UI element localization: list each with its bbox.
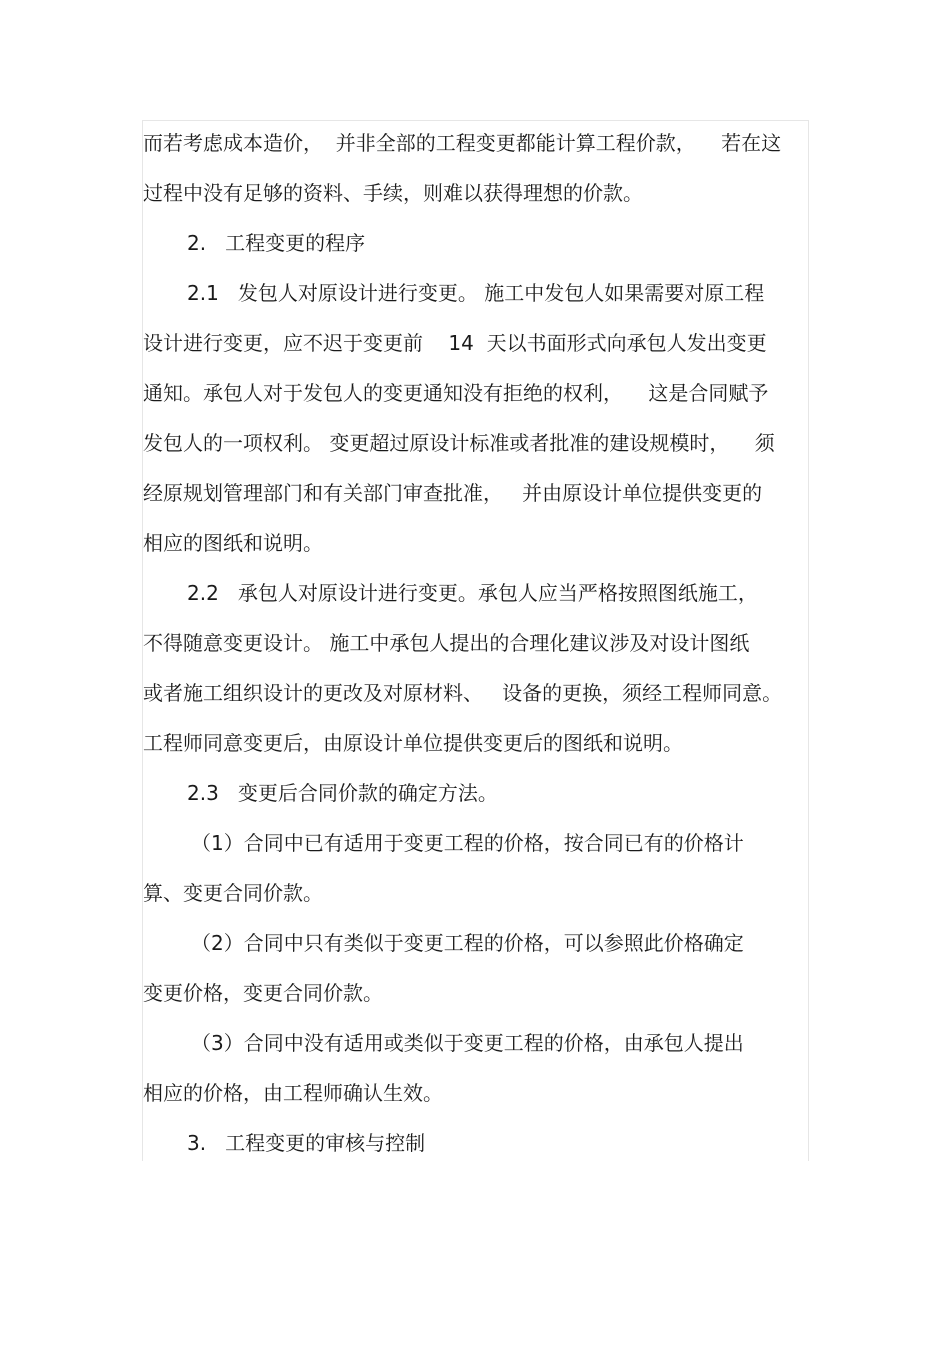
paragraph-line: 通知。承包人对于发包人的变更通知没有拒绝的权利， 这是合同赋予 xyxy=(143,381,769,405)
document-body xyxy=(143,118,808,1168)
paragraph-line: 发包人的一项权利。 变更超过原设计标准或者批准的建设规模时， 须 xyxy=(143,431,775,455)
list-item: （3）合同中没有适用或类似于变更工程的价格，由承包人提出 xyxy=(191,1031,744,1055)
paragraph-line: 而若考虑成本造价， 并非全部的工程变更都能计算工程价款， 若在这 xyxy=(143,131,782,155)
paragraph-line: 算、变更合同价款。 xyxy=(143,881,323,905)
paragraph-line: 或者施工组织设计的更改及对原材料、 设备的更换，须经工程师同意。 xyxy=(143,681,783,705)
paragraph-line: 变更价格，变更合同价款。 xyxy=(143,981,383,1005)
section-heading: 3. 工程变更的审核与控制 xyxy=(187,1131,426,1155)
paragraph-line: 2.3 变更后合同价款的确定方法。 xyxy=(187,781,498,805)
list-item: （1）合同中已有适用于变更工程的价格，按合同已有的价格计 xyxy=(191,831,744,855)
section-heading: 2. 工程变更的程序 xyxy=(187,231,366,255)
paragraph-line: 不得随意变更设计。 施工中承包人提出的合理化建议涉及对设计图纸 xyxy=(143,631,750,655)
paragraph-line: 经原规划管理部门和有关部门审查批准， 并由原设计单位提供变更的 xyxy=(143,481,763,505)
paragraph-line: 2.1 发包人对原设计进行变更。 施工中发包人如果需要对原工程 xyxy=(187,281,765,305)
paragraph-line: 相应的价格，由工程师确认生效。 xyxy=(143,1081,443,1105)
paragraph-line: 工程师同意变更后，由原设计单位提供变更后的图纸和说明。 xyxy=(143,731,683,755)
paragraph-line: 过程中没有足够的资料、手续，则难以获得理想的价款。 xyxy=(143,181,643,205)
paragraph-line: 相应的图纸和说明。 xyxy=(143,531,323,555)
paragraph-line: 2.2 承包人对原设计进行变更。承包人应当严格按照图纸施工， xyxy=(187,581,758,605)
paragraph-line: 设计进行变更，应不迟于变更前 14 天以书面形式向承包人发出变更 xyxy=(143,331,767,355)
list-item: （2）合同中只有类似于变更工程的价格，可以参照此价格确定 xyxy=(191,931,744,955)
